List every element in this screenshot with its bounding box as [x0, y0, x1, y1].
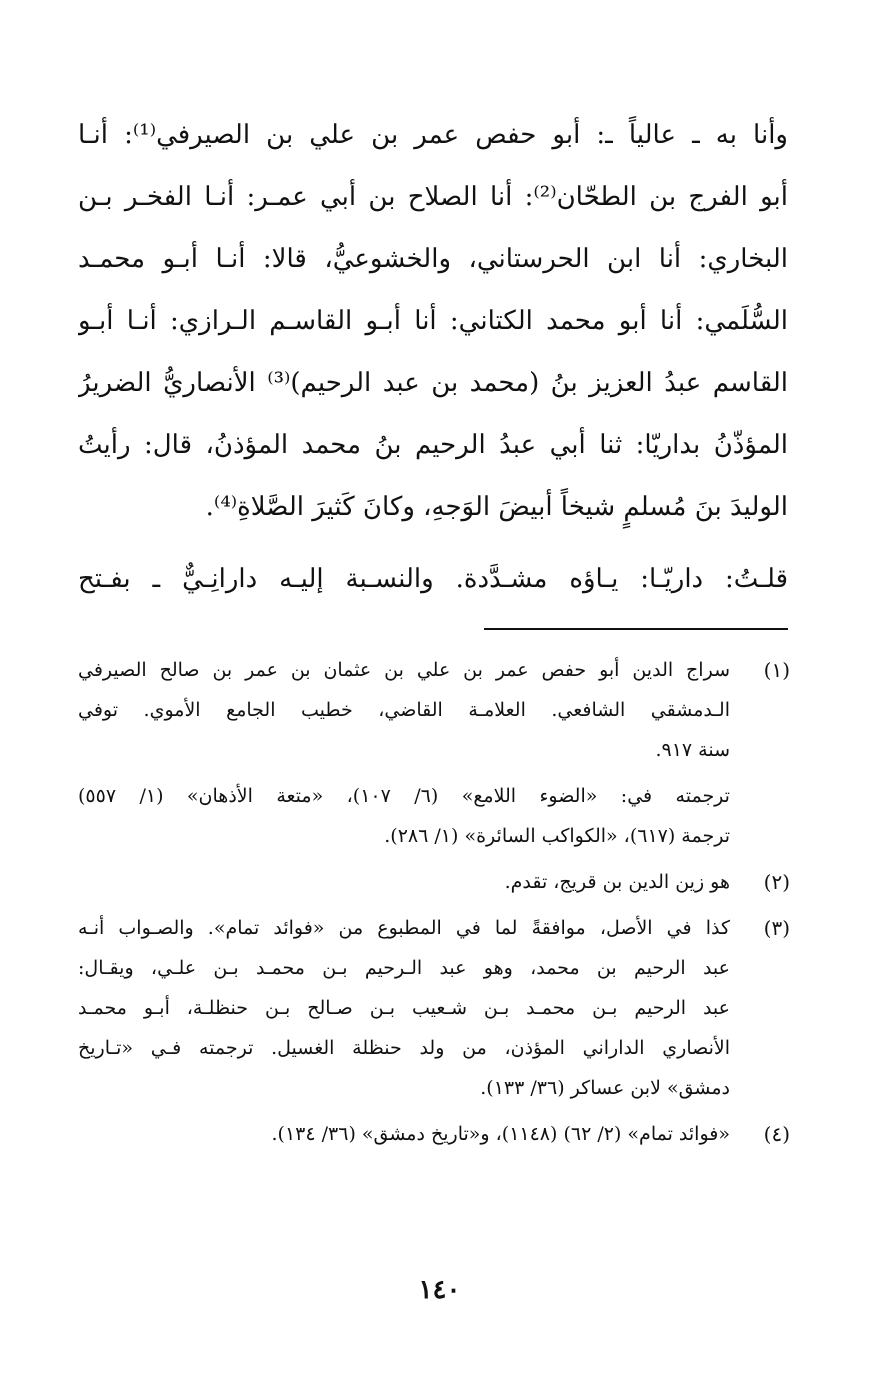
footnote-3: [78, 908, 790, 1108]
main-text: [78, 104, 788, 610]
footnotes: [78, 650, 790, 1160]
footnote-2-number: (٢): [763, 870, 790, 894]
main-text-line-1: وأنا به ـ عالياً ـ: أبو حفص عمر بن علي بن الصيرفي⁽¹⁾: أنـا: [78, 120, 788, 150]
footnote-2: [78, 862, 790, 902]
footnote-3-number: (٣): [763, 916, 790, 940]
footnote-2-line-1: هو زين الدين بن قريج، تقدم.: [504, 871, 730, 893]
footnote-3-line-5: دمشق» لابن عساكر (٣٦/ ١٣٣).: [480, 1077, 730, 1099]
footnote-3-line-1: كذا في الأصل، موافقةً لما في المطبوع من «فوائد تمام». والصـواب أنـه: [78, 917, 730, 939]
footnote-3-line-3: عبد الرحيم بـن محمـد بـن شـعيب بـن صـالح بـن حنظلـة، أبـو محمـد: [78, 997, 730, 1019]
main-text-line-7: الوليدَ بنَ مُسلمٍ شيخاً أبيضَ الوَجهِ، وكانَ كَثيرَ الصَّلاةِ⁽⁴⁾.: [205, 492, 788, 522]
main-text-line-5: القاسم عبدُ العزيز بنُ (محمد بن عبد الرحيم)⁽³⁾ الأنصاريُّ الضريرُ: [78, 368, 788, 398]
main-text-line-2: أبو الفرج بن الطحّان⁽²⁾: أنا الصلاح بن أبي عمـر: أنـا الفخـر بـن: [78, 182, 788, 212]
footnote-divider: [484, 628, 788, 630]
footnote-3-line-2: عبد الرحيم بن محمد، وهو عبد الـرحيم بـن محمـد بـن علـي، ويقـال:: [78, 957, 730, 979]
main-text-line-6: المؤذّنُ بداريّا: ثنا أبي عبدُ الرحيم بنُ محمد المؤذنُ، قال: رأيتُ: [78, 430, 788, 460]
footnote-1-references: [78, 776, 730, 856]
footnote-1-reference-line-1: ترجمته في: «الضوء اللامع» (٦/ ١٠٧)، «متعة الأذهان» (١/ ٥٥٧): [78, 785, 730, 807]
footnote-1-line-1: سراج الدين أبو حفص عمر بن علي بن عثمان بن عمر بن صالح الصيرفي: [78, 659, 730, 681]
footnote-4-number: (٤): [763, 1122, 790, 1146]
main-text-line-3: البخاري: أنا ابن الحرستاني، والخشوعيُّ، قالا: أنـا أبـو محمـد: [78, 244, 788, 274]
footnote-1-line-2: الـدمشقي الشافعي. العلامـة القاضي، خطيب الجامع الأموي. توفي: [78, 699, 730, 721]
footnote-4-line-1: «فوائد تمام» (٢/ ٦٢) (١١٤٨)، و«تاريخ دمشق» (٣٦/ ١٣٤).: [271, 1123, 730, 1145]
footnote-1-number: (١): [763, 658, 790, 682]
footnote-1-line-3: سنة ٩١٧.: [655, 739, 730, 761]
footnote-4: [78, 1114, 790, 1154]
main-text-paragraph-2: قلـتُ: داريّـا: يـاؤه مشـدَّدة. والنسـبة إليـه دارانِـيٌّ ـ بفـتح: [78, 564, 788, 594]
page-number: ١٤٠: [418, 1275, 461, 1305]
footnote-3-line-4: الأنصاري الداراني المؤذن، من ولد حنظلة الغسيل. ترجمته فـي «تـاريخ: [78, 1037, 730, 1059]
footnote-1-reference-line-2: ترجمة (٦١٧)، «الكواكب السائرة» (١/ ٢٨٦).: [384, 825, 730, 847]
main-text-line-4: السُّلَمي: أنا أبو محمد الكتاني: أنا أبـو القاسـم الـرازي: أنـا أبـو: [78, 306, 788, 336]
footnote-1: [78, 650, 790, 856]
